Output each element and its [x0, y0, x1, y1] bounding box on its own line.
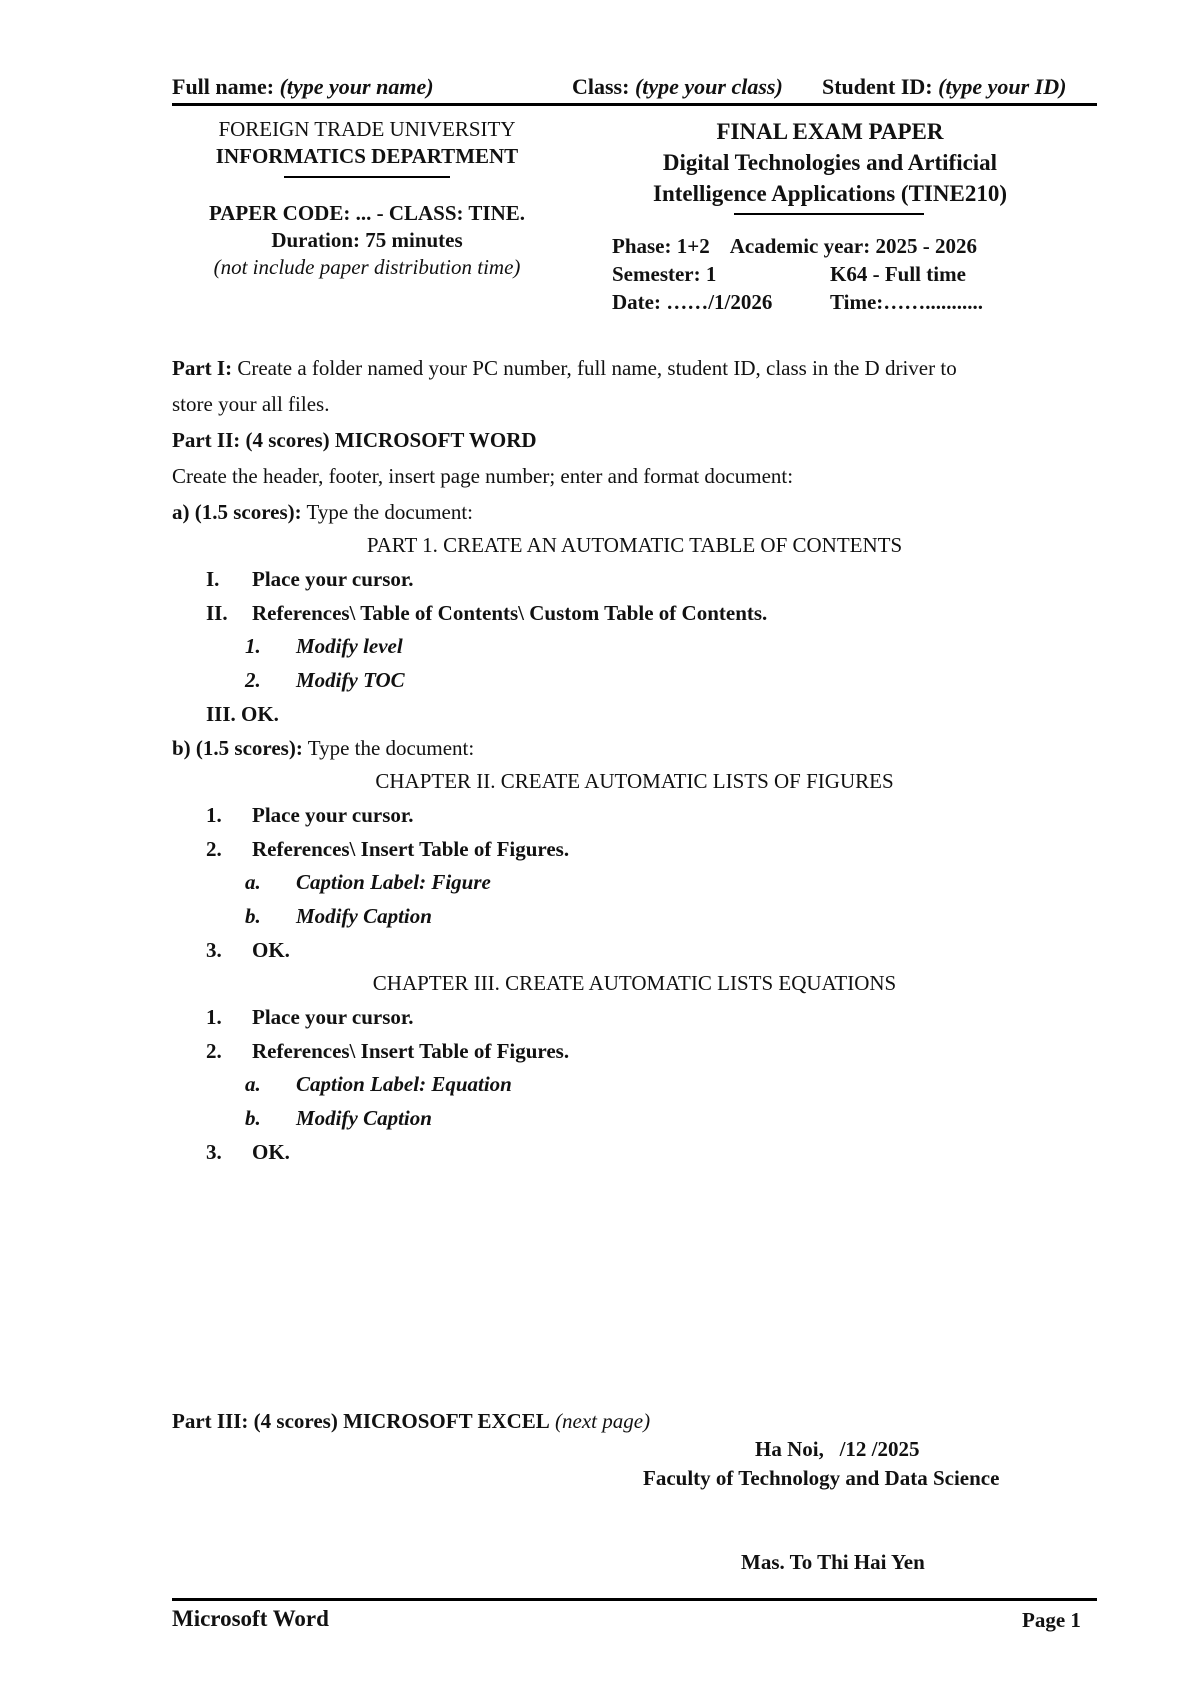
exam-date[interactable]: Date: ……/1/2026	[612, 290, 773, 314]
list-item: I.	[206, 567, 220, 591]
list-item-text: OK.	[252, 1140, 290, 1164]
page-number: Page 1	[1022, 1608, 1081, 1632]
list-item-num: 1.	[206, 1005, 222, 1029]
studentid-value[interactable]: (type your ID)	[938, 74, 1067, 99]
fullname-field[interactable]	[172, 74, 434, 100]
subject-line-1: Digital Technologies and Artificial	[662, 150, 998, 175]
sub-list-item-num: a.	[245, 870, 261, 894]
header-rule	[172, 103, 1097, 106]
sub-list-item-text: Caption Label: Equation	[296, 1072, 512, 1096]
studentid-label: Student ID:	[822, 74, 933, 99]
list-item-text: Place your cursor.	[252, 1005, 414, 1029]
sub-list-item-text: Modify TOC	[296, 668, 405, 692]
list-item-num: 2.	[206, 837, 222, 861]
part2-a-label: a) (1.5 scores):	[172, 500, 302, 524]
university-block	[172, 116, 562, 170]
studentid-field[interactable]	[822, 74, 1066, 100]
part2-a-text: Type the document:	[306, 500, 474, 524]
list-item-text: References\ Insert Table of Figures.	[252, 1039, 570, 1063]
department-underline	[284, 176, 450, 178]
sub-list-item-text: Modify Caption	[296, 904, 432, 928]
list-item-num: 2.	[206, 1039, 222, 1063]
list-item-text: References\ Insert Table of Figures.	[252, 837, 570, 861]
semester: Semester: 1	[612, 262, 717, 286]
sub-list-item-text: Modify Caption	[296, 1106, 432, 1130]
part1-label: Part I:	[172, 356, 233, 380]
place-date: Ha Noi, /12 /2025	[755, 1437, 920, 1461]
list-item-text: Place your cursor.	[252, 567, 414, 591]
sub-list-item-num: a.	[245, 1072, 261, 1096]
paper-code: PAPER CODE: ... - CLASS: TINE.	[208, 201, 525, 225]
part3-line	[172, 1409, 650, 1434]
part2-heading: Part II: (4 scores) MICROSOFT WORD	[172, 428, 537, 452]
part2-a-line	[172, 500, 473, 525]
chapter2-title: CHAPTER II. CREATE AUTOMATIC LISTS OF FIGURES	[375, 769, 894, 793]
footer-rule	[172, 1598, 1097, 1601]
part3-heading: Part III: (4 scores) MICROSOFT EXCEL	[172, 1409, 550, 1433]
class-value[interactable]: (type your class)	[634, 74, 783, 99]
program: K64 - Full time	[830, 262, 966, 286]
list-item-num: 3.	[206, 1140, 222, 1164]
part3-note: (next page)	[555, 1409, 651, 1433]
sub-list-item-num: b.	[245, 1106, 261, 1130]
footer-left-text: Microsoft Word	[172, 1606, 329, 1631]
phase-row	[612, 234, 977, 259]
semester-row	[612, 262, 966, 287]
sub-list-item-text: Caption Label: Figure	[296, 870, 491, 894]
student-info-row	[172, 74, 1097, 104]
class-label: Class:	[572, 74, 630, 99]
part2-b-text: Type the document:	[307, 736, 475, 760]
list-end: III. OK.	[206, 702, 279, 726]
duration-note: (not include paper distribution time)	[213, 255, 521, 279]
fullname-label: Full name:	[172, 74, 275, 99]
part1-title: PART 1. CREATE AN AUTOMATIC TABLE OF CONTENTS	[366, 533, 903, 557]
duration: Duration: 75 minutes	[271, 228, 463, 252]
subject-underline	[734, 213, 924, 215]
exam-title: FINAL EXAM PAPER	[716, 119, 944, 144]
phase: Phase: 1+2	[612, 234, 710, 258]
part1-text-2: store your all files.	[172, 392, 330, 416]
part2-b-line	[172, 736, 474, 761]
sub-list-item-num: b.	[245, 904, 261, 928]
sub-list-item-text: Modify level	[296, 634, 403, 658]
list-item-num: 1.	[206, 803, 222, 827]
sub-list-item-num: 1.	[245, 634, 261, 658]
subject-line-2: Intelligence Applications (TINE210)	[653, 181, 1007, 206]
fullname-value[interactable]: (type your name)	[279, 74, 434, 99]
signer-name: Mas. To Thi Hai Yen	[741, 1550, 925, 1574]
chapter3-title: CHAPTER III. CREATE AUTOMATIC LISTS EQUATIONS	[372, 971, 897, 995]
part2-b-label: b) (1.5 scores):	[172, 736, 303, 760]
part2-intro: Create the header, footer, insert page number; enter and format document:	[172, 464, 794, 488]
department-name: INFORMATICS DEPARTMENT	[215, 144, 519, 168]
paper-info-block	[172, 200, 562, 281]
sub-list-item-num: 2.	[245, 668, 261, 692]
university-name: FOREIGN TRADE UNIVERSITY	[218, 117, 516, 141]
list-item-text: References\ Table of Contents\ Custom Table of Contents.	[252, 601, 768, 625]
faculty-name: Faculty of Technology and Data Science	[643, 1466, 1000, 1490]
part1-line1	[172, 356, 957, 381]
exam-title-block	[610, 116, 1050, 209]
list-item-text: Place your cursor.	[252, 803, 414, 827]
list-item-num: 3.	[206, 938, 222, 962]
exam-time[interactable]: Time:……...........	[830, 290, 984, 314]
class-field[interactable]	[572, 74, 783, 100]
part1-text-1: Create a folder named your PC number, full name, student ID, class in the D driver to	[237, 356, 957, 380]
date-row	[612, 290, 983, 315]
list-item-text: OK.	[252, 938, 290, 962]
academic-year: Academic year: 2025 - 2026	[729, 234, 977, 258]
list-item: II.	[206, 601, 228, 625]
